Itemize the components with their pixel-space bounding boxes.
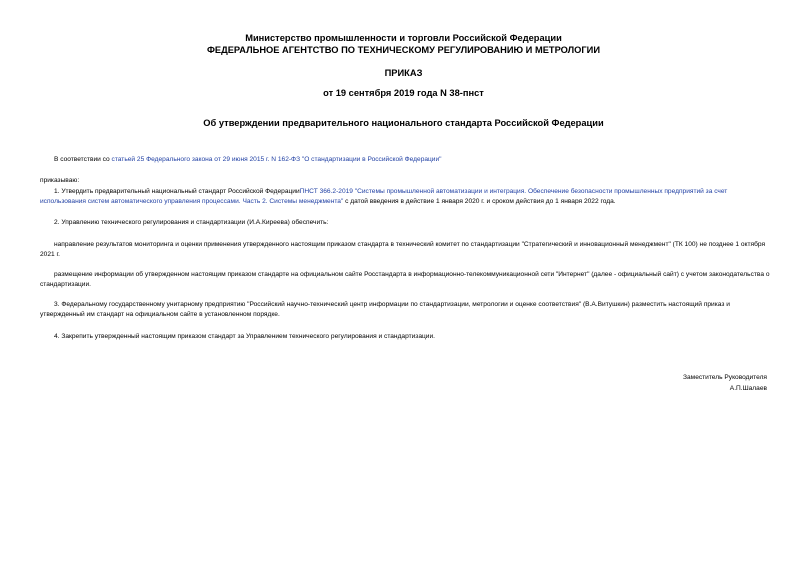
- standard-link[interactable]: ПНСТ 366.2-2019 "Системы промышленной автоматизации и интеграция. Обеспечение безопасности промышленных предприятий за счет использования систем автоматического управления процессами. Часть 2. Системы менеджмента": [40, 188, 728, 205]
- item-1-paragraph: [40, 187, 770, 207]
- item-3-text: 3. Федеральному государственному унитарному предприятию "Российский научно-технический центр информации по стандартизации, метрологии и оценке соответствия" (В.А.Витушкин) разместить настоящий приказ и утвержденный им стандарт на официальном сайте в установленном порядке.: [40, 301, 730, 318]
- document-header: [0, 32, 807, 56]
- item-2b-text: размещение информации об утвержденном настоящим приказом стандарте на официальном сайте Росстандарта в информационно-телекоммуникационной сети "Интернет" (далее - официальный сайт) с учетом законодательства о стандартизации.: [40, 271, 770, 288]
- item-4-paragraph: [40, 332, 770, 342]
- order-subject: Об утверждении предварительного национального стандарта Российской Федерации: [203, 118, 604, 128]
- item-2a-paragraph: [40, 240, 770, 260]
- signatory-name: А.П.Шалаев: [729, 385, 767, 392]
- preamble-paragraph: [40, 155, 770, 165]
- order-date: от 19 сентября 2019 года N 38-пнст: [323, 88, 484, 98]
- item-2-paragraph: [40, 218, 770, 228]
- item-2a-text: направление результатов мониторинга и оценки применения утвержденного настоящим приказом стандарта в технический комитет по стандартизации "Стратегический и инновационный менеджмент" (ТК 100) не позднее 1 октября 2021 г.: [40, 241, 766, 258]
- item-1-suffix: с датой введения в действие 1 января 2020 г. и сроком действия до 1 января 2022 года.: [343, 198, 616, 205]
- item-2b-paragraph: [40, 270, 770, 290]
- item-1-prefix: 1. Утвердить предварительный национальный стандарт Российской Федерации: [54, 188, 300, 195]
- agency-name: ФЕДЕРАЛЬНОЕ АГЕНТСТВО ПО ТЕХНИЧЕСКОМУ РЕГУЛИРОВАНИЮ И МЕТРОЛОГИИ: [206, 45, 601, 55]
- ministry-name: Министерство промышленности и торговли Российской Федерации: [245, 33, 562, 43]
- item-2-text: 2. Управлению технического регулирования и стандартизации (И.А.Киреева) обеспечить:: [54, 219, 329, 226]
- order-word: [40, 176, 770, 186]
- order-word-text: приказываю:: [40, 177, 80, 184]
- order-title: ПРИКАЗ: [384, 68, 423, 78]
- signatory-position: Заместитель Руководителя: [683, 374, 767, 381]
- preamble-prefix: В соответствии со: [54, 156, 112, 163]
- signature-block: [683, 372, 767, 394]
- law-article-link[interactable]: статьей 25 Федерального закона от 29 июня 2015 г. N 162-ФЗ "О стандартизации в Российской Федерации": [111, 156, 442, 163]
- item-3-paragraph: [40, 300, 770, 320]
- item-4-text: 4. Закрепить утвержденный настоящим приказом стандарт за Управлением технического регулирования и стандартизации.: [54, 333, 435, 340]
